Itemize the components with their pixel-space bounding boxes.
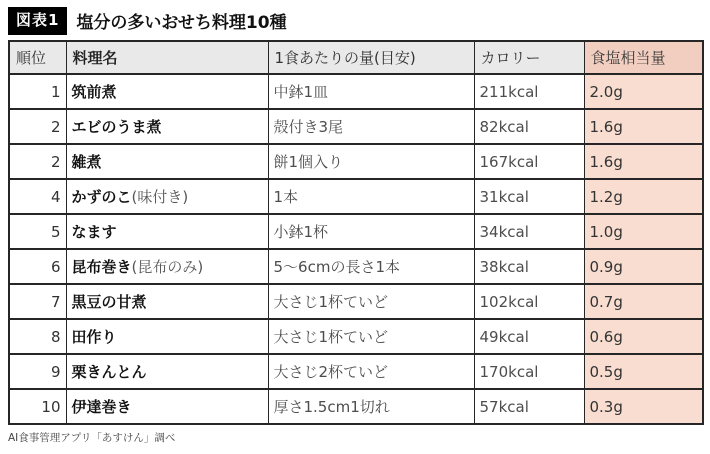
- table-row: [9, 354, 703, 389]
- table-row: [9, 319, 703, 354]
- calories-cell: 49kcal: [474, 319, 584, 354]
- salt-cell: 0.7g: [584, 284, 703, 319]
- dish-name-cell: [66, 179, 268, 214]
- osechi-salt-table: [8, 40, 704, 425]
- calories-cell: 38kcal: [474, 249, 584, 284]
- table-row: [9, 389, 703, 424]
- dish-name-cell: [66, 389, 268, 424]
- salt-cell: 0.3g: [584, 389, 703, 424]
- table-body: [9, 74, 703, 424]
- amount-cell: 餅1個入り: [268, 144, 474, 179]
- dish-name-cell: [66, 74, 268, 109]
- amount-cell: 1本: [268, 179, 474, 214]
- column-header-rank: 順位: [9, 41, 66, 74]
- amount-cell: 5〜6cmの長さ1本: [268, 249, 474, 284]
- rank-cell: 8: [9, 319, 66, 354]
- page-title: 塩分の多いおせち料理10種: [76, 13, 287, 33]
- salt-cell: 1.0g: [584, 214, 703, 249]
- dish-name-cell: [66, 319, 268, 354]
- table-row: [9, 284, 703, 319]
- dish-name-cell: [66, 144, 268, 179]
- salt-cell: 0.9g: [584, 249, 703, 284]
- dish-name: エビのうま煮: [71, 118, 162, 136]
- amount-cell: 大さじ2杯ていど: [268, 354, 474, 389]
- table-row: [9, 144, 703, 179]
- amount-cell: 小鉢1杯: [268, 214, 474, 249]
- rank-cell: 2: [9, 144, 66, 179]
- column-header-salt: 食塩相当量: [584, 41, 703, 74]
- source-credit: AI食事管理アプリ「あすけん」調べ: [8, 432, 176, 444]
- table-row: [9, 74, 703, 109]
- amount-cell: 殻付き3尾: [268, 109, 474, 144]
- dish-name-cell: [66, 354, 268, 389]
- rank-cell: 4: [9, 179, 66, 214]
- salt-cell: 1.6g: [584, 109, 703, 144]
- calories-cell: 102kcal: [474, 284, 584, 319]
- calories-cell: 57kcal: [474, 389, 584, 424]
- dish-name: 伊達巻き: [71, 398, 132, 416]
- column-header-calories: カロリー: [474, 41, 584, 74]
- amount-cell: 厚さ1.5cm1切れ: [268, 389, 474, 424]
- salt-cell: 0.6g: [584, 319, 703, 354]
- salt-cell: 1.6g: [584, 144, 703, 179]
- dish-name: 栗きんとん: [71, 363, 147, 381]
- dish-name: かずのこ: [71, 188, 132, 206]
- dish-name-note: (昆布のみ): [131, 258, 204, 276]
- dish-name-cell: [66, 284, 268, 319]
- table-row: [9, 109, 703, 144]
- dish-name: 田作り: [71, 328, 117, 346]
- dish-name: 雑煮: [71, 153, 102, 171]
- header-row: [9, 41, 703, 74]
- calories-cell: 170kcal: [474, 354, 584, 389]
- dish-name-cell: [66, 249, 268, 284]
- dish-name: 筑前煮: [71, 83, 117, 101]
- calories-cell: 82kcal: [474, 109, 584, 144]
- calories-cell: 31kcal: [474, 179, 584, 214]
- table-row: [9, 249, 703, 284]
- dish-name-note: (味付き): [131, 188, 189, 206]
- figure-header: [0, 0, 710, 40]
- rank-cell: 10: [9, 389, 66, 424]
- column-header-dish: 料理名: [66, 41, 268, 74]
- rank-cell: 9: [9, 354, 66, 389]
- calories-cell: 34kcal: [474, 214, 584, 249]
- dish-name: 昆布巻き: [71, 258, 132, 276]
- table-header: [9, 41, 703, 74]
- column-header-amount: 1食あたりの量(目安): [268, 41, 474, 74]
- dish-name-cell: [66, 214, 268, 249]
- dish-name: 黒豆の甘煮: [71, 293, 147, 311]
- amount-cell: 大さじ1杯ていど: [268, 319, 474, 354]
- rank-cell: 5: [9, 214, 66, 249]
- salt-cell: 0.5g: [584, 354, 703, 389]
- rank-cell: 1: [9, 74, 66, 109]
- table-row: [9, 214, 703, 249]
- salt-cell: 2.0g: [584, 74, 703, 109]
- calories-cell: 167kcal: [474, 144, 584, 179]
- salt-cell: 1.2g: [584, 179, 703, 214]
- amount-cell: 中鉢1皿: [268, 74, 474, 109]
- rank-cell: 2: [9, 109, 66, 144]
- figure-badge: 図表1: [8, 7, 67, 35]
- rank-cell: 6: [9, 249, 66, 284]
- dish-name-cell: [66, 109, 268, 144]
- amount-cell: 大さじ1杯ていど: [268, 284, 474, 319]
- dish-name: なます: [71, 223, 117, 241]
- rank-cell: 7: [9, 284, 66, 319]
- calories-cell: 211kcal: [474, 74, 584, 109]
- table-row: [9, 179, 703, 214]
